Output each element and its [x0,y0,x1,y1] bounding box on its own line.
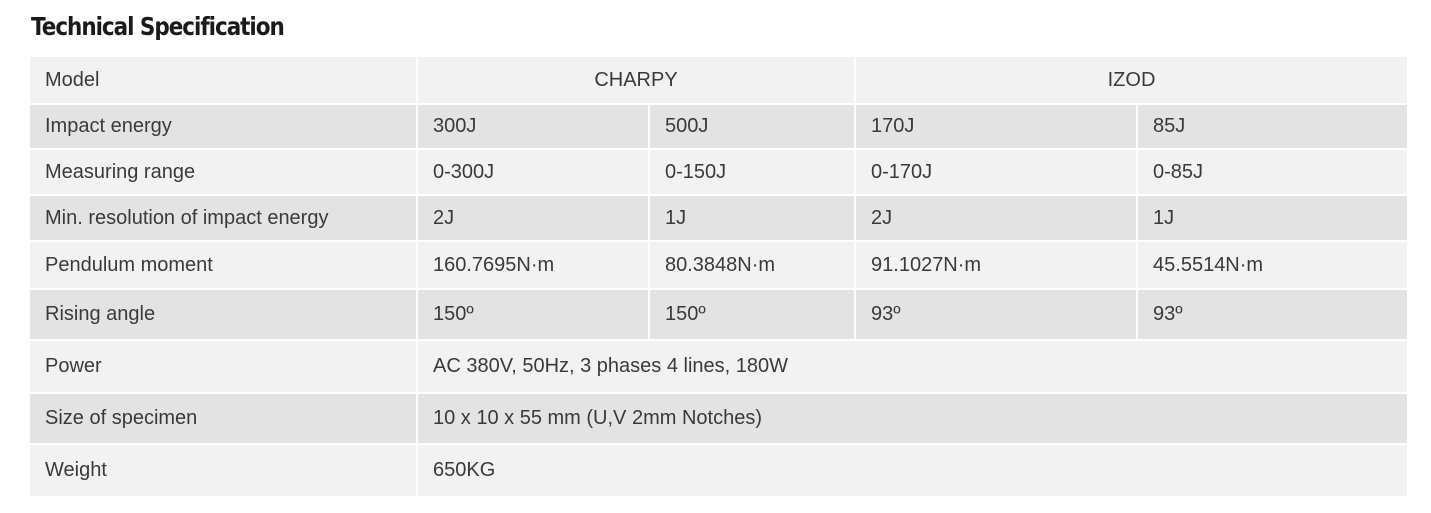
row-label: Measuring range [30,149,417,195]
table-cell: 500J [649,104,855,149]
table-header-row [30,57,1407,104]
table-row [30,289,1407,340]
table-cell: 0-150J [649,149,855,195]
table-row [30,444,1407,497]
row-label: Power [30,340,417,393]
row-label: Size of specimen [30,393,417,444]
table-cell: 10 x 10 x 55 mm (U,V 2mm Notches) [417,393,1407,444]
table-cell: 0-300J [417,149,649,195]
table-cell: AC 380V, 50Hz, 3 phases 4 lines, 180W [417,340,1407,393]
table-cell: 150º [649,289,855,340]
table-cell: 2J [855,195,1137,241]
table-cell: 93º [855,289,1137,340]
row-label: Rising angle [30,289,417,340]
header-label: Model [30,57,417,104]
table-cell: 93º [1137,289,1407,340]
header-group-izod: IZOD [855,57,1407,104]
table-cell: 0-85J [1137,149,1407,195]
row-label: Min. resolution of impact energy [30,195,417,241]
table-cell: 1J [1137,195,1407,241]
table-row [30,393,1407,444]
table-row [30,340,1407,393]
page-title: Technical Specification [31,12,284,41]
spec-table [30,57,1407,498]
table-row [30,149,1407,195]
table-cell: 650KG [417,444,1407,497]
table-cell: 91.1027N·m [855,241,1137,289]
header-group-charpy: CHARPY [417,57,855,104]
table-cell: 150º [417,289,649,340]
table-cell: 1J [649,195,855,241]
table-cell: 170J [855,104,1137,149]
table-cell: 0-170J [855,149,1137,195]
row-label: Impact energy [30,104,417,149]
table-row [30,104,1407,149]
table-row [30,195,1407,241]
row-label: Pendulum moment [30,241,417,289]
table-cell: 45.5514N·m [1137,241,1407,289]
table-cell: 85J [1137,104,1407,149]
table-cell: 80.3848N·m [649,241,855,289]
table-cell: 300J [417,104,649,149]
table-cell: 2J [417,195,649,241]
row-label: Weight [30,444,417,497]
table-cell: 160.7695N·m [417,241,649,289]
table-row [30,241,1407,289]
